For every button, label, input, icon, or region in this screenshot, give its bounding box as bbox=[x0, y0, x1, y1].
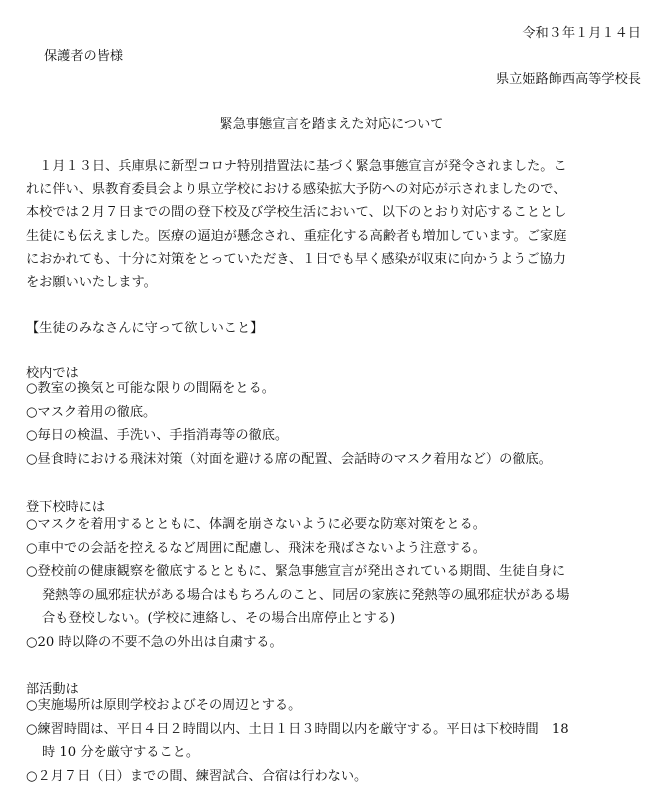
list-item: ○20 時以降の不要不急の外出は自粛する。 bbox=[26, 634, 283, 650]
list-item-line: ○登校前の健康観察を徹底するとともに、緊急事態宣言が発出されている期間、生徒自身に bbox=[26, 564, 566, 579]
intro-line: れに伴い、県教育委員会より県立学校における感染拡大予防への対応が示されましたので、 bbox=[26, 182, 567, 198]
intro-paragraph bbox=[26, 155, 638, 294]
school-rules-list bbox=[26, 377, 552, 471]
list-item: ○マスクを着用するとともに、体調を崩さないように必要な防寒対策をとる。 bbox=[26, 517, 486, 532]
list-item-line: ○練習時間は、平日４日２時間以内、土日１日３時間以内を厳守する。平日は下校時間 18 bbox=[26, 721, 569, 737]
list-item: ○実施場所は原則学校およびその周辺とする。 bbox=[26, 698, 302, 713]
list-item: ○毎日の検温、手洗い、手指消毒等の徹底。 bbox=[26, 428, 289, 443]
intro-line: １月１３日、兵庫県に新型コロナ特別措置法に基づく緊急事態宣言が発令されました。こ bbox=[26, 159, 567, 174]
list-item: ○車中での会話を控えるなど周囲に配慮し、飛沫を飛ばさないよう注意する。 bbox=[26, 540, 486, 556]
school-heading: 校内では bbox=[26, 366, 79, 381]
list-item-line: 発熱等の風邪症状がある場合はもちろんのこと、同居の家族に発熱等の風邪症状がある場 bbox=[42, 587, 570, 603]
addressee: 保護者の皆様 bbox=[44, 49, 124, 64]
intro-line: をお願いいたします。 bbox=[26, 275, 157, 291]
list-item-line: 合も登校しない。(学校に連絡し、その場合出席停止とする) bbox=[42, 611, 396, 626]
list-item: ○教室の換気と可能な限りの間隔をとる。 bbox=[26, 381, 275, 396]
sender: 県立姫路飾西高等学校長 bbox=[495, 72, 641, 87]
club-heading: 部活動は bbox=[26, 682, 79, 697]
intro-line: におかれても、十分に対策をとっていただき、１日でも早く感染が収束に向かうようご協力 bbox=[26, 251, 566, 267]
list-item-line: 時 10 分を厳守すること。 bbox=[42, 745, 200, 760]
intro-line: 本校では２月７日までの間の登下校及び学校生活において、以下のとおり対応することとし bbox=[26, 205, 567, 221]
document-title: 緊急事態宣言を踏まえた対応について bbox=[219, 117, 444, 132]
list-item bbox=[26, 718, 569, 765]
commute-rules-list bbox=[26, 513, 570, 654]
list-item: ○昼食時における飛沫対策（対面を避ける席の配置、会話時のマスク着用など）の徹底。 bbox=[26, 451, 552, 467]
section-heading: 【生徒のみなさんに守って欲しいこと】 bbox=[26, 321, 264, 336]
list-item: ○２月７日（日）までの間、練習試合、合宿は行わない。 bbox=[26, 768, 368, 784]
issue-date: 令和３年１月１４日 bbox=[522, 26, 641, 41]
list-item bbox=[26, 560, 570, 631]
club-rules-list bbox=[26, 694, 569, 788]
list-item: ○マスク着用の徹底。 bbox=[26, 404, 157, 420]
intro-line: 生徒にも伝えました。医療の逼迫が懸念され、重症化する高齢者も増加しています。ご家庭 bbox=[26, 228, 567, 244]
commute-heading: 登下校時には bbox=[26, 500, 106, 515]
